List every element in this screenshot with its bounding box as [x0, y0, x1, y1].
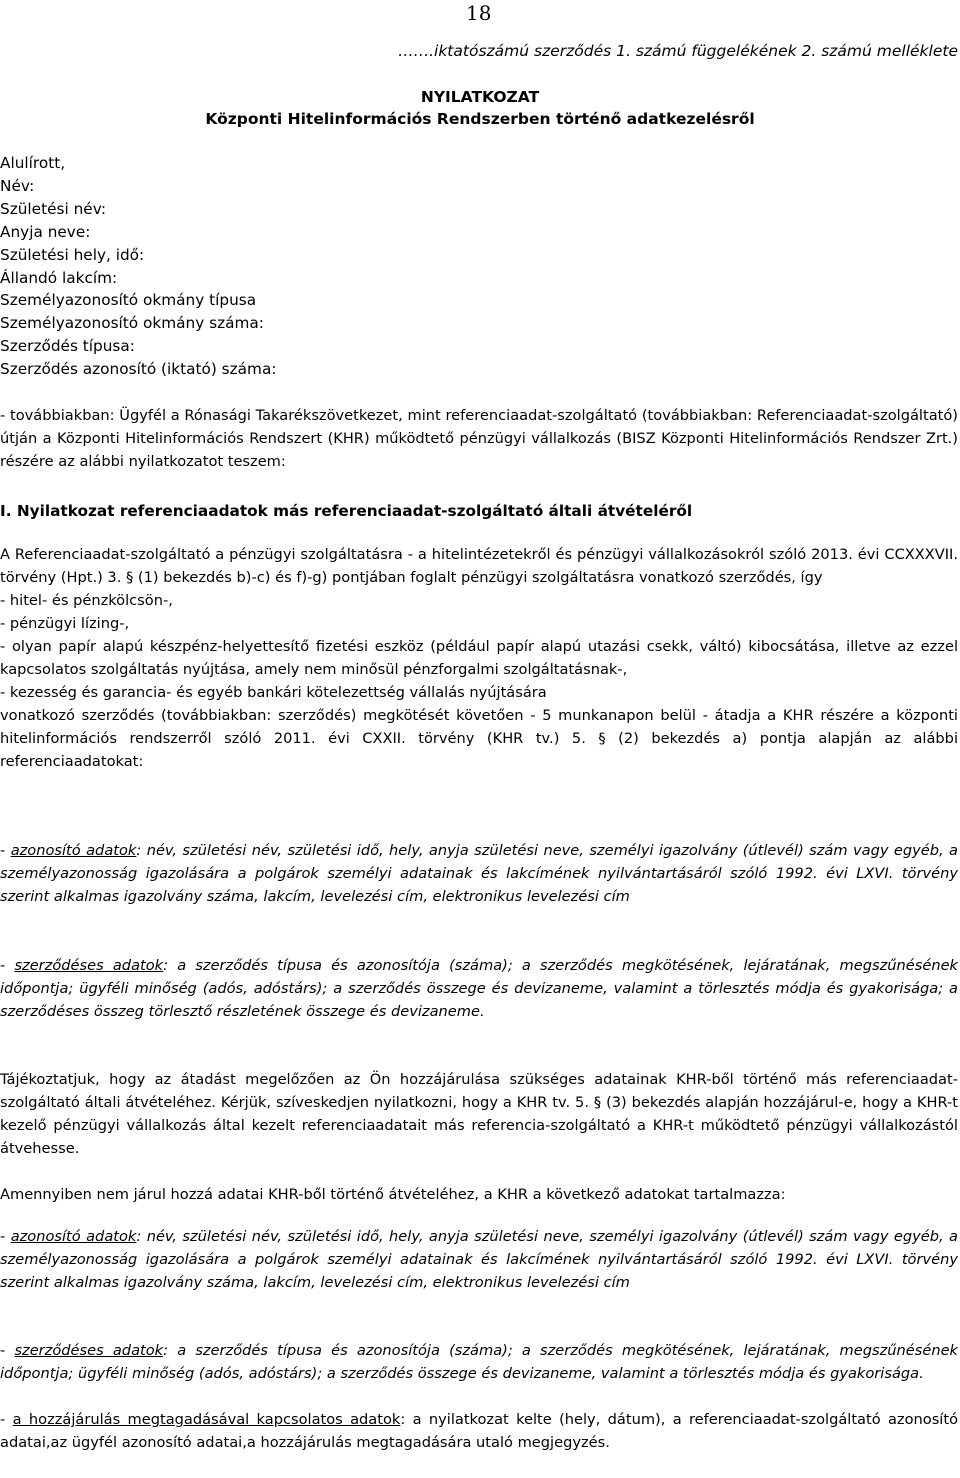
list-dash: -: [0, 957, 15, 974]
field-name: Név:: [0, 176, 35, 195]
service-item-leasing: - pénzügyi lízing-,: [0, 615, 130, 632]
field-birth-place-date: Születési hely, idő:: [0, 245, 145, 264]
refusal-item-contract: [0, 1339, 958, 1385]
annex-reference: …….iktatószámú szerződés 1. számú függelékének 2. számú melléklete: [398, 42, 958, 60]
section-paragraph: [0, 543, 958, 773]
consent-label: a hozzájárulás megtagadásával kapcsolatos adatok: [12, 1411, 401, 1428]
field-permanent-address: Állandó lakcím:: [0, 268, 118, 287]
service-item-guarantee: - kezesség és garancia- és egyéb bankári kötelezettség vállalás nyújtására: [0, 684, 547, 701]
service-item-loan: - hitel- és pénzkölcsön-,: [0, 592, 173, 609]
page-number: 18: [466, 1, 492, 25]
field-id-doc-type: Személyazonosító okmány típusa: [0, 291, 257, 310]
field-id-doc-number: Személyazonosító okmány száma:: [0, 314, 264, 333]
document-title: [0, 86, 960, 130]
list-dash: -: [0, 1342, 15, 1359]
identification-text: : név, születési név, születési idő, hely, anyja születési neve, személyi igazolvány (útlevél) szám vagy egyéb, a személyazonosság igazolására a polgárok személyi adatainak és lakcímének nyilvántartásáról szóló 1992. évi LXVI. törvény szerint alkalmas igazolvány száma, lakcím, levelezési cím, elektronikus levelezési cím: [0, 842, 958, 905]
data-item-contract: [0, 954, 958, 1023]
section-title: I. Nyilatkozat referenciaadatok más referenciaadat-szolgáltató általi átvételéről: [0, 502, 693, 520]
personal-fields: [0, 152, 500, 381]
field-contract-id: Szerződés azonosító (iktató) száma:: [0, 360, 277, 379]
title-subtitle: Központi Hitelinformációs Rendszerben történő adatkezelésről: [205, 110, 755, 128]
information-paragraph: Tájékoztatjuk, hogy az átadást megelőzően az Ön hozzájárulása szükséges adatainak KHR-ből történő más referenciaadat-szolgáltató általi átvételéhez. Kérjük, szíveskedjen nyilatkozni, hogy a KHR tv. 5. § (3) bekezdés alapján hozzájárul-e, hogy a KHR-t kezelő pénzügyi vállalkozás által kezelt referenciaadatait más referencia-szolgáltató a KHR-t működtető pénzügyi vállalkozástól átvehesse.: [0, 1071, 958, 1157]
contract-text: : a szerződés típusa és azonosítója (száma); a szerződés megkötésének, lejáratának, megszűnésének időpontja; ügyféli minőség (adós, adóstárs); a szerződés összege és devizaneme, valamint a törlesztés módja és gyakorisága.: [0, 1342, 959, 1382]
field-birth-name: Születési név:: [0, 199, 107, 218]
refusal-item-identification: [0, 1225, 958, 1294]
identification-label: azonosító adatok: [10, 1228, 137, 1245]
refusal-paragraph: Amennyiben nem járul hozzá adatai KHR-ből történő átvételéhez, a KHR a következő adatokat tartalmazza:: [0, 1186, 786, 1203]
list-dash: -: [0, 1411, 13, 1428]
list-dash: -: [0, 842, 11, 859]
refusal-item-consent: [0, 1408, 958, 1454]
section-closing-text: vonatkozó szerződés (továbbiakban: szerződés) megkötését követően - 5 munkanapon belül - átadja a KHR részére a központi hitelinformációs rendszerről szóló 2011. évi CXXII. törvény (KHR tv.) 5. § (2) bekezdés a) pontja alapján az alábbi referenciaadatokat:: [0, 707, 958, 770]
contract-label: szerződéses adatok: [14, 1342, 164, 1359]
service-item-payment-instrument: - olyan papír alapú készpénz-helyettesítő fizetési eszköz (például papír alapú utazási csekk, váltó) kibocsátása, illetve az ezzel kapcsolatos szolgáltatás nyújtása, amely nem minősül pénzforgalmi szolgáltatásnak-,: [0, 638, 958, 678]
list-dash: -: [0, 1228, 11, 1245]
data-item-identification: [0, 839, 958, 908]
contract-label: szerződéses adatok: [14, 957, 164, 974]
consent-text: : a nyilatkozat kelte (hely, dátum), a referenciaadat-szolgáltató azonosító adatai,az ügyfél azonosító adatai,a hozzájárulás megtagadására utaló megjegyzés.: [0, 1411, 959, 1451]
title-main: NYILATKOZAT: [420, 88, 540, 106]
field-intro: Alulírott,: [0, 154, 66, 172]
field-contract-type: Szerződés típusa:: [0, 337, 135, 356]
identification-label: azonosító adatok: [10, 842, 137, 859]
field-mother-name: Anyja neve:: [0, 222, 91, 241]
identification-text: : név, születési név, születési idő, hely, anyja születési neve, személyi igazolvány (útlevél) szám vagy egyéb, a személyazonosság igazolására a polgárok személyi adatainak és lakcímének nyilvántartásáról szóló 1992. évi LXVI. törvény szerint alkalmas igazolvány száma, lakcím, levelezési cím, elektronikus levelezési cím: [0, 1228, 958, 1291]
contract-text: : a szerződés típusa és azonosítója (száma); a szerződés megkötésének, lejáratának, megszűnésének időpontja; ügyféli minőség (adós, adóstárs); a szerződés összege és devizaneme, valamint a törlesztés módja és gyakorisága; a szerződéses összeg törlesztő részletének összege és devizaneme.: [0, 957, 959, 1020]
intro-paragraph: - továbbiakban: Ügyfél a Rónasági Takarékszövetkezet, mint referenciaadat-szolgáltató (továbbiakban: Referenciaadat-szolgáltató) útján a Központi Hitelinformációs Rendszert (KHR) működtető pénzügyi vállalkozás (BISZ Központi Hitelinformációs Rendszer Zrt.) részére az alábbi nyilatkozatot teszem:: [0, 407, 958, 470]
section-intro-text: A Referenciaadat-szolgáltató a pénzügyi szolgáltatásra - a hitelintézetekről és pénzügyi vállalkozásokról szóló 2013. évi CCXXXVII. törvény (Hpt.) 3. § (1) bekezdés b)-c) és f)-g) pontjában foglalt pénzügyi szolgáltatásra vonatkozó szerződés, így: [0, 546, 958, 586]
